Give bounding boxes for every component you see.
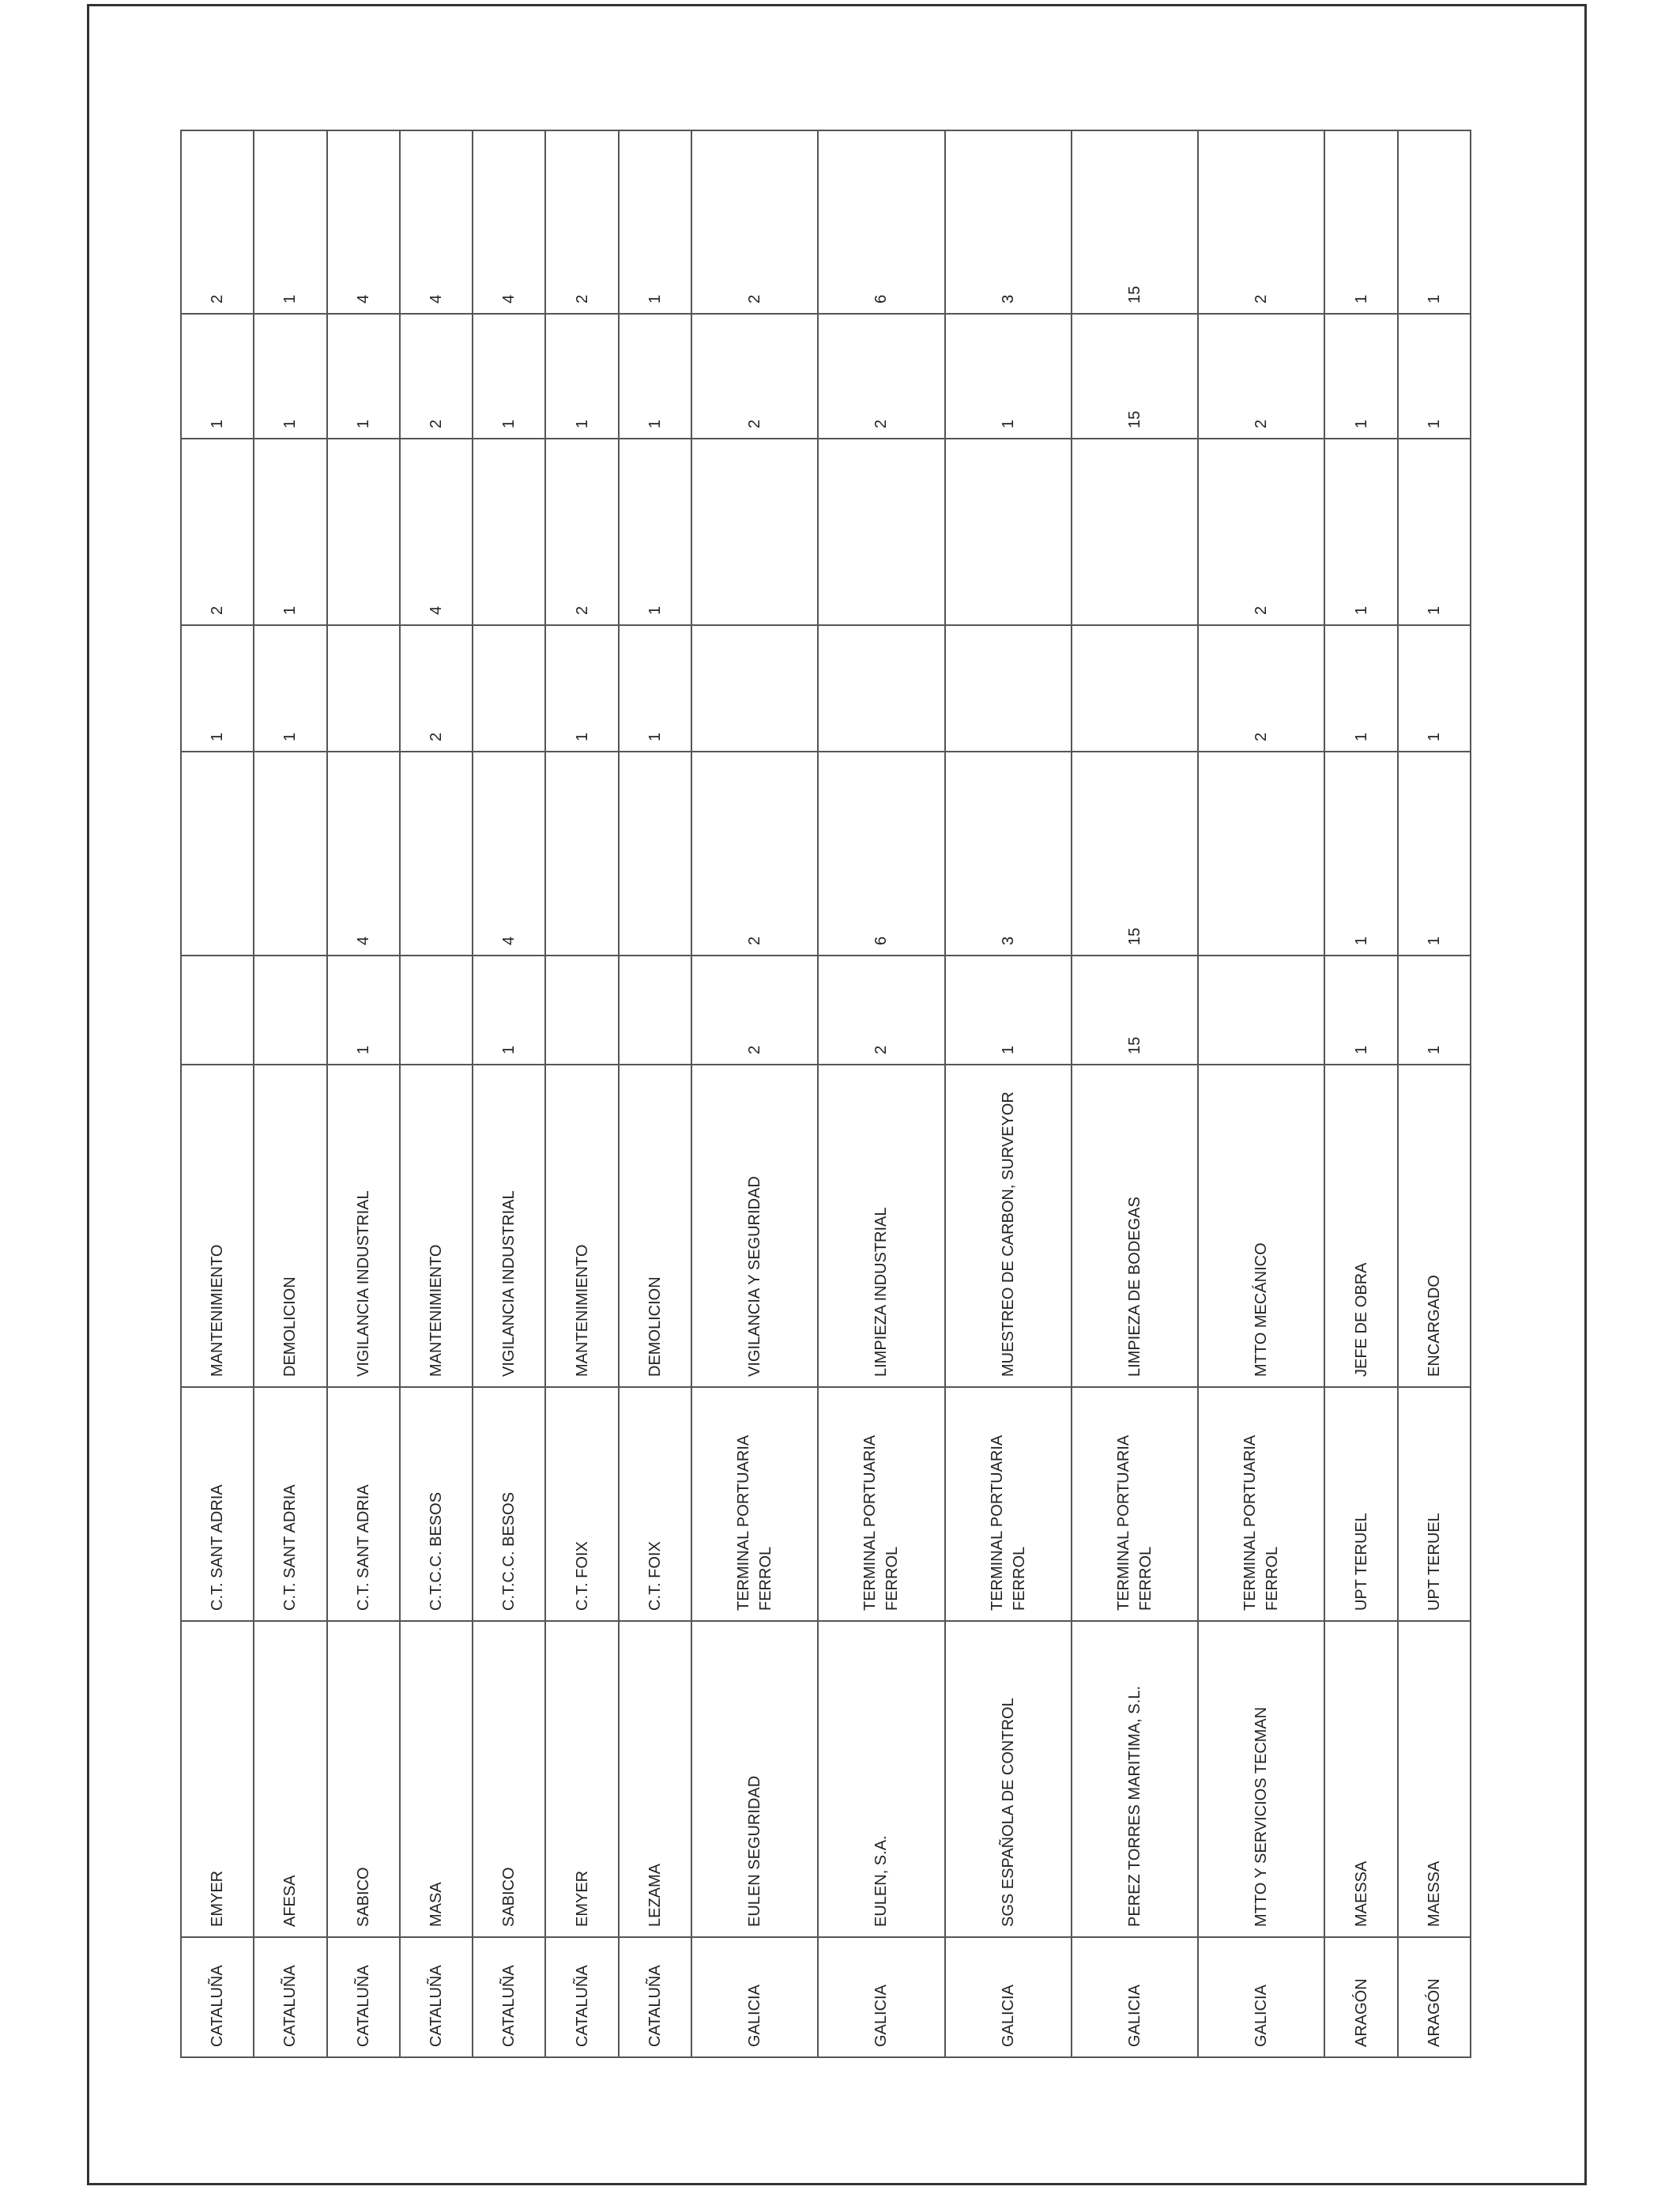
cell-count-a: 2 bbox=[691, 956, 818, 1065]
table-row bbox=[1198, 130, 1324, 2057]
cell-count-a: 1 bbox=[327, 956, 400, 1065]
cell-center: C.T. FOIX bbox=[619, 1387, 691, 1621]
cell-company: EULEN, S.A. bbox=[818, 1621, 944, 1937]
cell-region: CATALUÑA bbox=[619, 1937, 691, 2057]
cell-company: AFESA bbox=[254, 1621, 326, 1937]
cell-region: ARAGÓN bbox=[1324, 1937, 1397, 2057]
cell-region: GALICIA bbox=[691, 1937, 818, 2057]
cell-count-d: 1 bbox=[1324, 439, 1397, 625]
cell-count-f: 6 bbox=[818, 130, 944, 314]
cell-center: C.T.C.C. BESOS bbox=[400, 1387, 473, 1621]
cell-company: LEZAMA bbox=[619, 1621, 691, 1937]
cell-count-f: 1 bbox=[1324, 130, 1397, 314]
cell-center: C.T. SANT ADRIA bbox=[254, 1387, 326, 1621]
cell-count-f: 2 bbox=[1198, 130, 1324, 314]
table-row bbox=[691, 130, 818, 2057]
cell-center: TERMINAL PORTUARIA FERROL bbox=[1198, 1387, 1324, 1621]
cell-count-e: 1 bbox=[945, 314, 1072, 439]
cell-count-f: 4 bbox=[400, 130, 473, 314]
cell-count-b: 3 bbox=[945, 752, 1072, 956]
cell-count-b bbox=[545, 752, 618, 956]
table-row bbox=[1072, 130, 1198, 2057]
cell-count-d bbox=[1072, 439, 1198, 625]
cell-count-a bbox=[254, 956, 326, 1065]
cell-center: C.T.C.C. BESOS bbox=[473, 1387, 545, 1621]
rotated-table-container bbox=[180, 131, 1471, 2058]
cell-count-c: 1 bbox=[545, 625, 618, 752]
cell-activity: MANTENIMIENTO bbox=[181, 1065, 254, 1387]
cell-count-d bbox=[327, 439, 400, 625]
cell-region: GALICIA bbox=[945, 1937, 1072, 2057]
cell-count-e: 1 bbox=[254, 314, 326, 439]
cell-count-e: 2 bbox=[691, 314, 818, 439]
cell-activity: VIGILANCIA INDUSTRIAL bbox=[327, 1065, 400, 1387]
cell-count-a bbox=[545, 956, 618, 1065]
cell-count-d: 1 bbox=[254, 439, 326, 625]
cell-region: CATALUÑA bbox=[400, 1937, 473, 2057]
cell-count-d: 1 bbox=[1398, 439, 1471, 625]
cell-count-e: 2 bbox=[1198, 314, 1324, 439]
cell-count-e: 1 bbox=[619, 314, 691, 439]
cell-count-f: 15 bbox=[1072, 130, 1198, 314]
cell-count-e: 1 bbox=[545, 314, 618, 439]
cell-count-b: 4 bbox=[327, 752, 400, 956]
cell-center: C.T. SANT ADRIA bbox=[181, 1387, 254, 1621]
cell-activity: VIGILANCIA INDUSTRIAL bbox=[473, 1065, 545, 1387]
cell-count-d bbox=[473, 439, 545, 625]
cell-count-d: 4 bbox=[400, 439, 473, 625]
cell-center: TERMINAL PORTUARIA FERROL bbox=[691, 1387, 818, 1621]
cell-count-e: 2 bbox=[400, 314, 473, 439]
cell-center: TERMINAL PORTUARIA FERROL bbox=[818, 1387, 944, 1621]
cell-count-d bbox=[818, 439, 944, 625]
cell-count-b bbox=[181, 752, 254, 956]
cell-count-f: 2 bbox=[545, 130, 618, 314]
cell-count-a: 1 bbox=[945, 956, 1072, 1065]
table-row bbox=[1324, 130, 1397, 2057]
cell-region: CATALUÑA bbox=[473, 1937, 545, 2057]
cell-center: C.T. FOIX bbox=[545, 1387, 618, 1621]
cell-activity: LIMPIEZA INDUSTRIAL bbox=[818, 1065, 944, 1387]
table-row bbox=[327, 130, 400, 2057]
cell-count-f: 1 bbox=[254, 130, 326, 314]
contractor-table bbox=[180, 130, 1471, 2058]
cell-count-c: 1 bbox=[1398, 625, 1471, 752]
cell-count-d: 2 bbox=[545, 439, 618, 625]
cell-count-e: 2 bbox=[818, 314, 944, 439]
cell-count-b bbox=[254, 752, 326, 956]
cell-count-a: 15 bbox=[1072, 956, 1198, 1065]
cell-company: EMYER bbox=[181, 1621, 254, 1937]
cell-center: TERMINAL PORTUARIA FERROL bbox=[945, 1387, 1072, 1621]
cell-count-f: 2 bbox=[691, 130, 818, 314]
cell-count-f: 1 bbox=[619, 130, 691, 314]
cell-center: TERMINAL PORTUARIA FERROL bbox=[1072, 1387, 1198, 1621]
table-row bbox=[545, 130, 618, 2057]
cell-company: PEREZ TORRES MARITIMA, S.L. bbox=[1072, 1621, 1198, 1937]
cell-company: MAESSA bbox=[1398, 1621, 1471, 1937]
cell-region: GALICIA bbox=[1198, 1937, 1324, 2057]
table-row bbox=[473, 130, 545, 2057]
cell-company: SABICO bbox=[473, 1621, 545, 1937]
cell-company: EULEN SEGURIDAD bbox=[691, 1621, 818, 1937]
cell-count-c: 1 bbox=[254, 625, 326, 752]
cell-count-e: 1 bbox=[1324, 314, 1397, 439]
cell-count-f: 4 bbox=[327, 130, 400, 314]
cell-count-b: 2 bbox=[691, 752, 818, 956]
cell-activity: LIMPIEZA DE BODEGAS bbox=[1072, 1065, 1198, 1387]
cell-count-c: 2 bbox=[400, 625, 473, 752]
cell-region: ARAGÓN bbox=[1398, 1937, 1471, 2057]
table-row bbox=[619, 130, 691, 2057]
cell-count-a bbox=[181, 956, 254, 1065]
cell-count-e: 1 bbox=[181, 314, 254, 439]
cell-count-b bbox=[400, 752, 473, 956]
cell-company: SABICO bbox=[327, 1621, 400, 1937]
cell-count-f: 4 bbox=[473, 130, 545, 314]
cell-count-f: 2 bbox=[181, 130, 254, 314]
cell-count-f: 1 bbox=[1398, 130, 1471, 314]
cell-count-c: 1 bbox=[1324, 625, 1397, 752]
cell-count-b: 1 bbox=[1398, 752, 1471, 956]
table-row bbox=[254, 130, 326, 2057]
cell-count-e: 1 bbox=[473, 314, 545, 439]
cell-count-b: 6 bbox=[818, 752, 944, 956]
cell-count-e: 1 bbox=[327, 314, 400, 439]
table-row bbox=[818, 130, 944, 2057]
cell-count-a bbox=[619, 956, 691, 1065]
cell-activity: MTTO MECÁNICO bbox=[1198, 1065, 1324, 1387]
cell-activity: MANTENIMIENTO bbox=[400, 1065, 473, 1387]
cell-count-a bbox=[1198, 956, 1324, 1065]
cell-count-c: 1 bbox=[181, 625, 254, 752]
cell-count-a: 1 bbox=[1324, 956, 1397, 1065]
cell-count-a: 2 bbox=[818, 956, 944, 1065]
cell-center: UPT TERUEL bbox=[1398, 1387, 1471, 1621]
cell-count-b: 15 bbox=[1072, 752, 1198, 956]
cell-company: MAESSA bbox=[1324, 1621, 1397, 1937]
cell-count-a: 1 bbox=[473, 956, 545, 1065]
cell-count-d bbox=[691, 439, 818, 625]
cell-region: CATALUÑA bbox=[254, 1937, 326, 2057]
cell-count-e: 15 bbox=[1072, 314, 1198, 439]
cell-count-a: 1 bbox=[1398, 956, 1471, 1065]
cell-count-d: 2 bbox=[1198, 439, 1324, 625]
cell-count-d bbox=[945, 439, 1072, 625]
cell-company: SGS ESPAÑOLA DE CONTROL bbox=[945, 1621, 1072, 1937]
cell-count-c bbox=[691, 625, 818, 752]
cell-count-e: 1 bbox=[1398, 314, 1471, 439]
cell-count-c: 2 bbox=[1198, 625, 1324, 752]
cell-activity: ENCARGADO bbox=[1398, 1065, 1471, 1387]
cell-activity: MUESTREO DE CARBON, SURVEYOR bbox=[945, 1065, 1072, 1387]
table-body bbox=[181, 130, 1471, 2057]
cell-count-b: 4 bbox=[473, 752, 545, 956]
cell-count-f: 3 bbox=[945, 130, 1072, 314]
cell-region: CATALUÑA bbox=[181, 1937, 254, 2057]
cell-count-c bbox=[473, 625, 545, 752]
cell-region: GALICIA bbox=[1072, 1937, 1198, 2057]
cell-count-c bbox=[818, 625, 944, 752]
cell-activity: JEFE DE OBRA bbox=[1324, 1065, 1397, 1387]
cell-activity: VIGILANCIA Y SEGURIDAD bbox=[691, 1065, 818, 1387]
cell-count-d: 2 bbox=[181, 439, 254, 625]
cell-activity: MANTENIMIENTO bbox=[545, 1065, 618, 1387]
table-row bbox=[400, 130, 473, 2057]
cell-count-c bbox=[327, 625, 400, 752]
cell-count-b bbox=[619, 752, 691, 956]
table-row bbox=[1398, 130, 1471, 2057]
table-row bbox=[181, 130, 254, 2057]
cell-region: CATALUÑA bbox=[327, 1937, 400, 2057]
cell-count-b bbox=[1198, 752, 1324, 956]
cell-company: MTTO Y SERVICIOS TECMAN bbox=[1198, 1621, 1324, 1937]
cell-count-a bbox=[400, 956, 473, 1065]
cell-count-b: 1 bbox=[1324, 752, 1397, 956]
cell-company: EMYER bbox=[545, 1621, 618, 1937]
cell-center: UPT TERUEL bbox=[1324, 1387, 1397, 1621]
cell-activity: DEMOLICION bbox=[619, 1065, 691, 1387]
cell-activity: DEMOLICION bbox=[254, 1065, 326, 1387]
cell-count-d: 1 bbox=[619, 439, 691, 625]
cell-count-c: 1 bbox=[619, 625, 691, 752]
cell-region: CATALUÑA bbox=[545, 1937, 618, 2057]
table-row bbox=[945, 130, 1072, 2057]
cell-count-c bbox=[945, 625, 1072, 752]
cell-count-c bbox=[1072, 625, 1198, 752]
cell-region: GALICIA bbox=[818, 1937, 944, 2057]
cell-center: C.T. SANT ADRIA bbox=[327, 1387, 400, 1621]
cell-company: MASA bbox=[400, 1621, 473, 1937]
